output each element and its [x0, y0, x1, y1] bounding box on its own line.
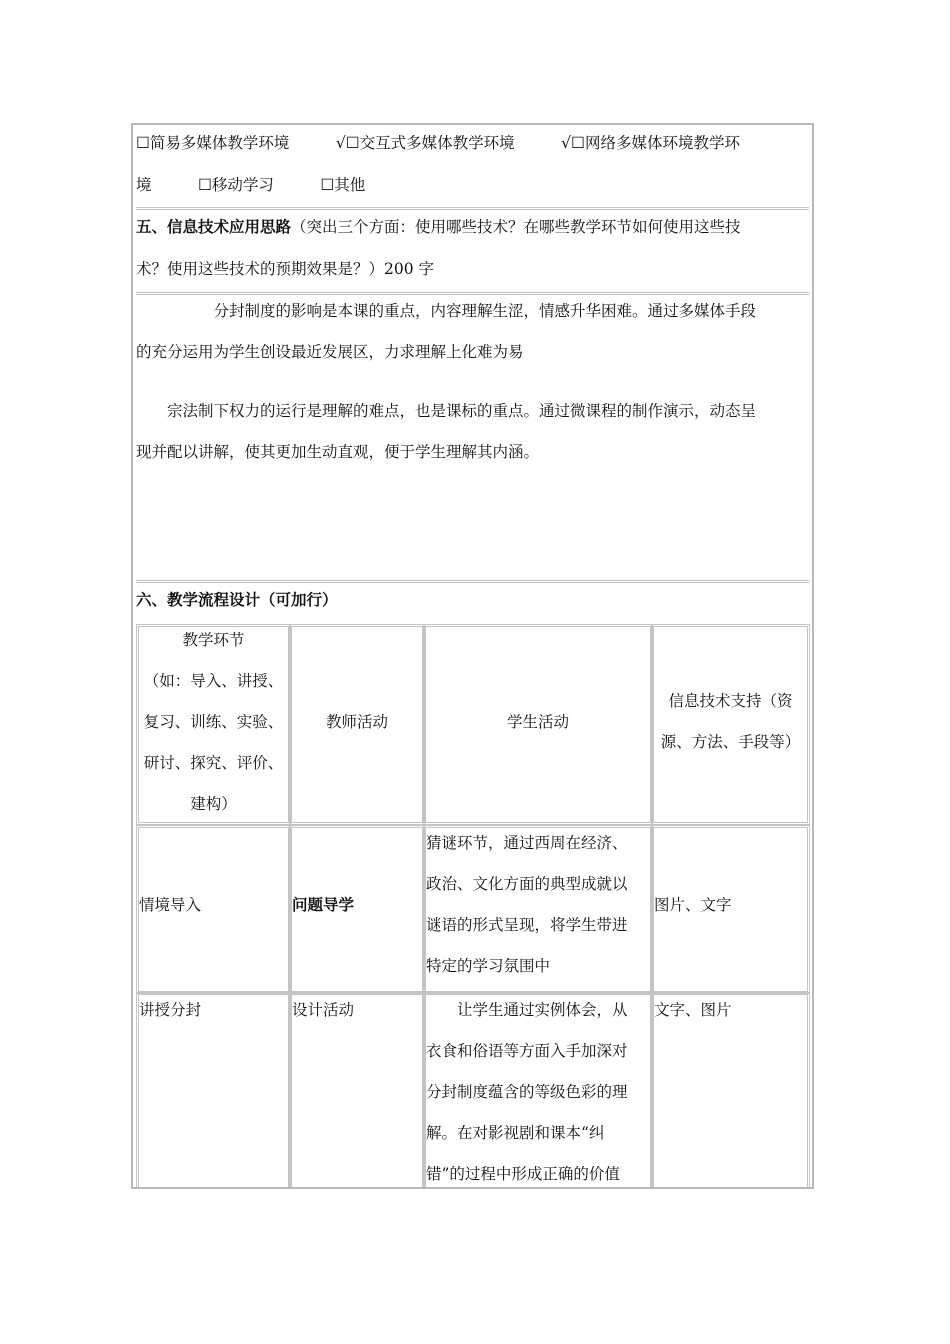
row1-student-line: 猜谜环节，通过西周在经济、: [426, 834, 628, 852]
row2-student: [423, 992, 653, 1187]
section6-title: 六、教学流程设计（可加行）: [136, 591, 338, 609]
header-stage: [136, 624, 291, 825]
section6-heading: [136, 590, 338, 610]
section5-para1-line1: 分封制度的影响是本课的重点，内容理解生涩，情感升华困难。通过多媒体手段: [136, 302, 757, 320]
header-stage-line: 复习、训练、实验、: [143, 713, 284, 731]
section5-title: 五、信息技术应用思路: [136, 218, 292, 236]
section5-hint-line2: 术？使用这些技术的预期效果是？）200 字: [136, 260, 435, 278]
section-divider: [136, 580, 809, 583]
row2-teacher: [289, 992, 425, 1187]
row2-tech-text: 文字、图片: [654, 1001, 732, 1019]
section5-para2-line1: 宗法制下权力的运行是理解的难点，也是课标的重点。通过微课程的制作演示，动态呈: [136, 402, 757, 420]
env-options-line2: 境 ☐移动学习 ☐其他: [136, 176, 366, 194]
row2-teacher-text: 设计活动: [292, 1001, 355, 1019]
section-divider: [136, 207, 809, 210]
env-options-line1: ☐简易多媒体教学环境 √☐交互式多媒体教学环境 √☐网络多媒体环境教学环: [136, 134, 740, 152]
row2-student-line: 解。在对影视剧和课本“纠: [426, 1124, 605, 1142]
row1-student-line: 特定的学习氛围中: [426, 957, 551, 975]
row1-student-line: 政治、文化方面的典型成就以: [426, 875, 628, 893]
row1-tech-text: 图片、文字: [654, 896, 732, 914]
header-stage-line: （如：导入、讲授、: [143, 672, 284, 690]
row1-teacher-text: 问题导学: [292, 896, 355, 914]
header-tech-line: 源、方法、手段等）: [660, 733, 801, 751]
row1-student-line: 谜语的形式呈现，将学生带进: [426, 916, 628, 934]
header-teacher: [289, 624, 425, 825]
row1-stage-text: 情境导入: [139, 896, 202, 914]
header-tech: [651, 624, 810, 825]
row2-student-line: 分封制度蕴含的等级色彩的理: [426, 1083, 628, 1101]
row2-student-line: 让学生通过实例体会，从: [426, 1001, 628, 1019]
row1-teacher: [289, 825, 425, 994]
row2-tech: [651, 992, 810, 1187]
row2-student-line: 错”的过程中形成正确的价值: [426, 1165, 620, 1183]
section-divider: [136, 292, 809, 295]
section5-hint: （突出三个方面：使用哪些技术？在哪些教学环节如何使用这些技: [291, 218, 741, 236]
header-student-label: 学生活动: [506, 713, 569, 731]
row1-stage: [136, 825, 291, 994]
section5-heading: [136, 217, 741, 237]
header-tech-line: 信息技术支持（资: [668, 692, 793, 710]
header-stage-line: 研讨、探究、评价、: [143, 754, 284, 772]
row1-student: [423, 825, 653, 994]
row2-stage-text: 讲授分封: [139, 1001, 202, 1019]
section5-para1-line2: 的充分运用为学生创设最近发展区，力求理解上化难为易: [136, 343, 524, 361]
header-teacher-label: 教师活动: [325, 713, 388, 731]
section5-para2-line2: 现并配以讲解，使其更加生动直观，便于学生理解其内涵。: [136, 443, 540, 461]
row2-stage: [136, 992, 291, 1187]
document-table: [131, 123, 814, 1189]
row2-student-line: 衣食和俗语等方面入手加深对: [426, 1042, 628, 1060]
header-stage-line: 建构）: [190, 795, 237, 813]
row1-tech: [651, 825, 810, 994]
header-stage-line: 教学环节: [182, 631, 245, 649]
header-student: [423, 624, 653, 825]
